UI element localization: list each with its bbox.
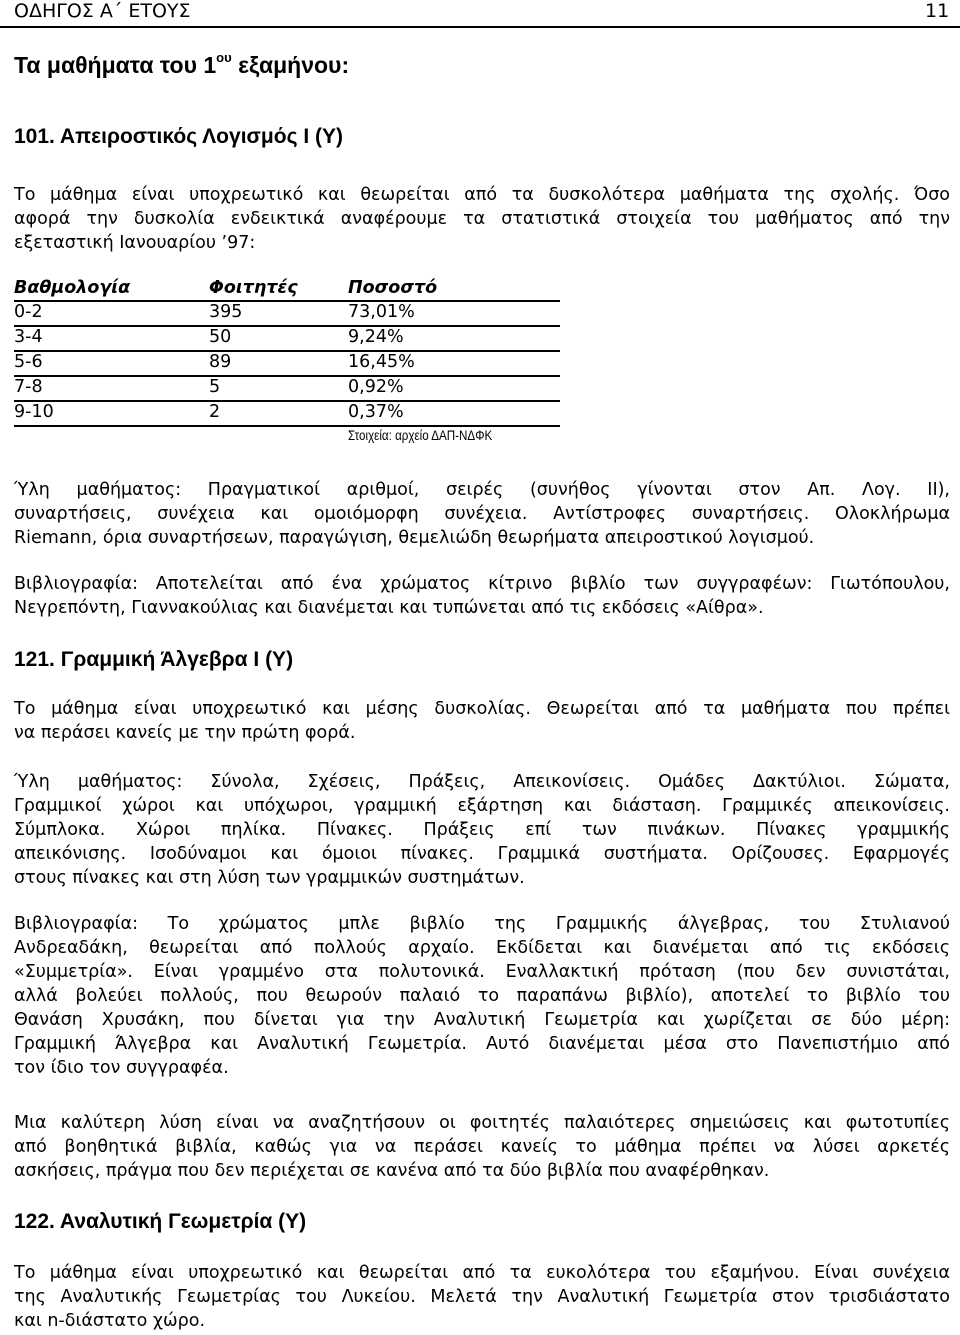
cell-grade: 0-2 [14, 302, 43, 322]
table-row [14, 302, 560, 327]
header-grade: Βαθμολογία [14, 278, 131, 298]
text-line: Βιβλιογραφία: Το χρώματος μπλε βιβλίο της Γραμμικής άλγεβρας, του Στυλιανού [14, 914, 950, 934]
cell-students: 5 [209, 377, 221, 397]
header-title: ΟΔΗΓΟΣ Α΄ ΕΤΟΥΣ [14, 0, 191, 22]
text-line: στους πίνακες και στη λύση των γραμμικών συστημάτων. [14, 868, 525, 888]
cell-percent: 0,92% [348, 377, 404, 397]
cell-students: 395 [209, 302, 243, 322]
running-header [0, 0, 960, 28]
text-line: Μια καλύτερη λύση είναι να αναζητήσουν οι φοιτητές παλαιότερες σημειώσεις και φωτοτυπίες [14, 1113, 950, 1133]
text-line: συναρτήσεις, συνέχεια και ομοιόμορφη συνέχεια. Αντίστροφες συναρτήσεις. Ολοκλήρωμα [14, 504, 950, 524]
course-101-syllabus [14, 478, 950, 550]
table-header [14, 278, 560, 302]
cell-percent: 9,24% [348, 327, 404, 347]
cell-students: 89 [209, 352, 232, 372]
cell-grade: 9-10 [14, 402, 54, 422]
text-line: «Συμμετρία». Είναι γραμμένο στα πολυτονικά. Εναλλακτική πρόταση (που δεν συνιστάται, [14, 962, 950, 982]
text-line: εξεταστική Ιανουαρίου ’97: [14, 233, 256, 253]
text-line: Βιβλιογραφία: Αποτελείται από ένα χρώματος κίτρινο βιβλίο των συγγραφέων: Γιωτόπουλου, [14, 574, 950, 594]
text-line: Ύλη μαθήματος: Πραγματικοί αριθμοί, σειρές (συνήθος γίνονται στον Απ. Λογ. ΙΙ), [14, 480, 950, 500]
text-line: Το μάθημα είναι υποχρεωτικό και θεωρείται από τα δυσκολότερα μαθήματα της σχολής. Όσο [14, 185, 950, 205]
grades-table [14, 278, 560, 427]
text-line: τον ίδιο τον συγγραφέα. [14, 1058, 229, 1078]
cell-percent: 0,37% [348, 402, 404, 422]
page-heading-text: Τα μαθήματα του 1 [14, 52, 217, 78]
text-line: Το μάθημα είναι υποχρεωτικό και μέσης δυσκολίας. Θεωρείται από τα μαθήματα που πρέπει [14, 699, 950, 719]
text-line: Το μάθημα είναι υποχρεωτικό και θεωρείται από τα ευκολότερα του εξαμήνου. Είναι συνέχεια [14, 1263, 950, 1283]
cell-grade: 5-6 [14, 352, 43, 372]
course-121-title: 121. Γραμμική Άλγεβρα Ι (Υ) [14, 648, 294, 671]
text-line: και n-διάστατο χώρο. [14, 1311, 206, 1331]
header-percent: Ποσοστό [348, 278, 438, 298]
text-line: της Αναλυτικής Γεωμετρίας του Λυκείου. Μελετά την Αναλυτική Γεωμετρία στον τρισδιάστατο [14, 1287, 950, 1307]
course-121-bibliography [14, 912, 950, 1080]
text-line: να περάσει κανείς με την πρώτη φορά. [14, 723, 356, 743]
table-row [14, 352, 560, 377]
text-line: Ανδρεαδάκη, θεωρείται από πολλούς αρχαίο. Εκδίδεται και διανέμεται από τις εκδόσεις [14, 938, 950, 958]
header-students: Φοιτητές [209, 278, 298, 298]
text-line: αλλά βολεύει πολλούς, που θεωρούν παλαιό το παραπάνω βιβλίο), αποτελεί το βιβλίο του [14, 986, 950, 1006]
cell-students: 2 [209, 402, 221, 422]
text-line: απεικόνισης. Ισοδύναμοι και όμοιοι πίνακες. Γραμμικά συστήματα. Ορίζουσες. Εφαρμογές [14, 844, 950, 864]
course-121-advice [14, 1111, 950, 1183]
page-heading [14, 52, 349, 79]
table-source-note: Στοιχεία: αρχείο ΔΑΠ-ΝΔΦΚ [348, 428, 493, 443]
page-heading-sup: ου [216, 50, 232, 66]
cell-grade: 7-8 [14, 377, 43, 397]
table-row [14, 402, 560, 427]
cell-percent: 16,45% [348, 352, 415, 372]
course-122-title: 122. Αναλυτική Γεωμετρία (Υ) [14, 1210, 307, 1233]
course-121-syllabus [14, 770, 950, 890]
text-line: από βοηθητικά βιβλία, καθώς για να περάσει κανείς το μάθημα πρέπει να λύσει αρκετές [14, 1137, 950, 1157]
text-line: Γραμμικοί χώροι και υπόχωροι, γραμμική εξάρτηση και διάσταση. Γραμμικές απεικονίσεις. [14, 796, 950, 816]
text-line: Σύμπλοκα. Χώροι πηλίκα. Πίνακες. Πράξεις επί των πινάκων. Πίνακες γραμμικής [14, 820, 950, 840]
course-121-intro [14, 697, 950, 745]
cell-grade: 3-4 [14, 327, 43, 347]
text-line: Ύλη μαθήματος: Σύνολα, Σχέσεις, Πράξεις, Απεικονίσεις. Ομάδες Δακτύλιοι. Σώματα, [14, 772, 950, 792]
text-line: ασκήσεις, πράγμα που δεν περιέχεται σε κανένα από τα δύο βιβλία που αναφέρθηκαν. [14, 1161, 770, 1181]
course-122-intro [14, 1261, 950, 1333]
cell-percent: 73,01% [348, 302, 415, 322]
text-line: Νεγρεπόντη, Γιαννακούλιας και διανέμεται και τυπώνεται από τις εκδόσεις «Αίθρα». [14, 598, 764, 618]
table-row [14, 377, 560, 402]
text-line: Riemann, όρια συναρτήσεων, παραγώγιση, θεμελιώδη θεωρήματα απειροστικού λογισμού. [14, 528, 815, 548]
page-number: 11 [925, 0, 950, 22]
course-101-title: 101. Απειροστικός Λογισμός Ι (Υ) [14, 125, 343, 148]
text-line: Γραμμική Άλγεβρα και Αναλυτική Γεωμετρία. Αυτό διανέμεται μέσα στο Πανεπιστήμιο από [14, 1034, 950, 1054]
course-101-intro [14, 183, 950, 255]
text-line: Θανάση Χρυσάκη, που δίνεται για την Αναλυτική Γεωμετρία και χωρίζεται σε δύο μέρη: [14, 1010, 950, 1030]
cell-students: 50 [209, 327, 232, 347]
course-101-bibliography [14, 572, 950, 620]
table-row [14, 327, 560, 352]
page-heading-tail: εξαμήνου: [231, 52, 350, 78]
text-line: αφορά την δυσκολία ενδεικτικά αναφέρουμε τα στατιστικά στοιχεία του μαθήματος από την [14, 209, 950, 229]
